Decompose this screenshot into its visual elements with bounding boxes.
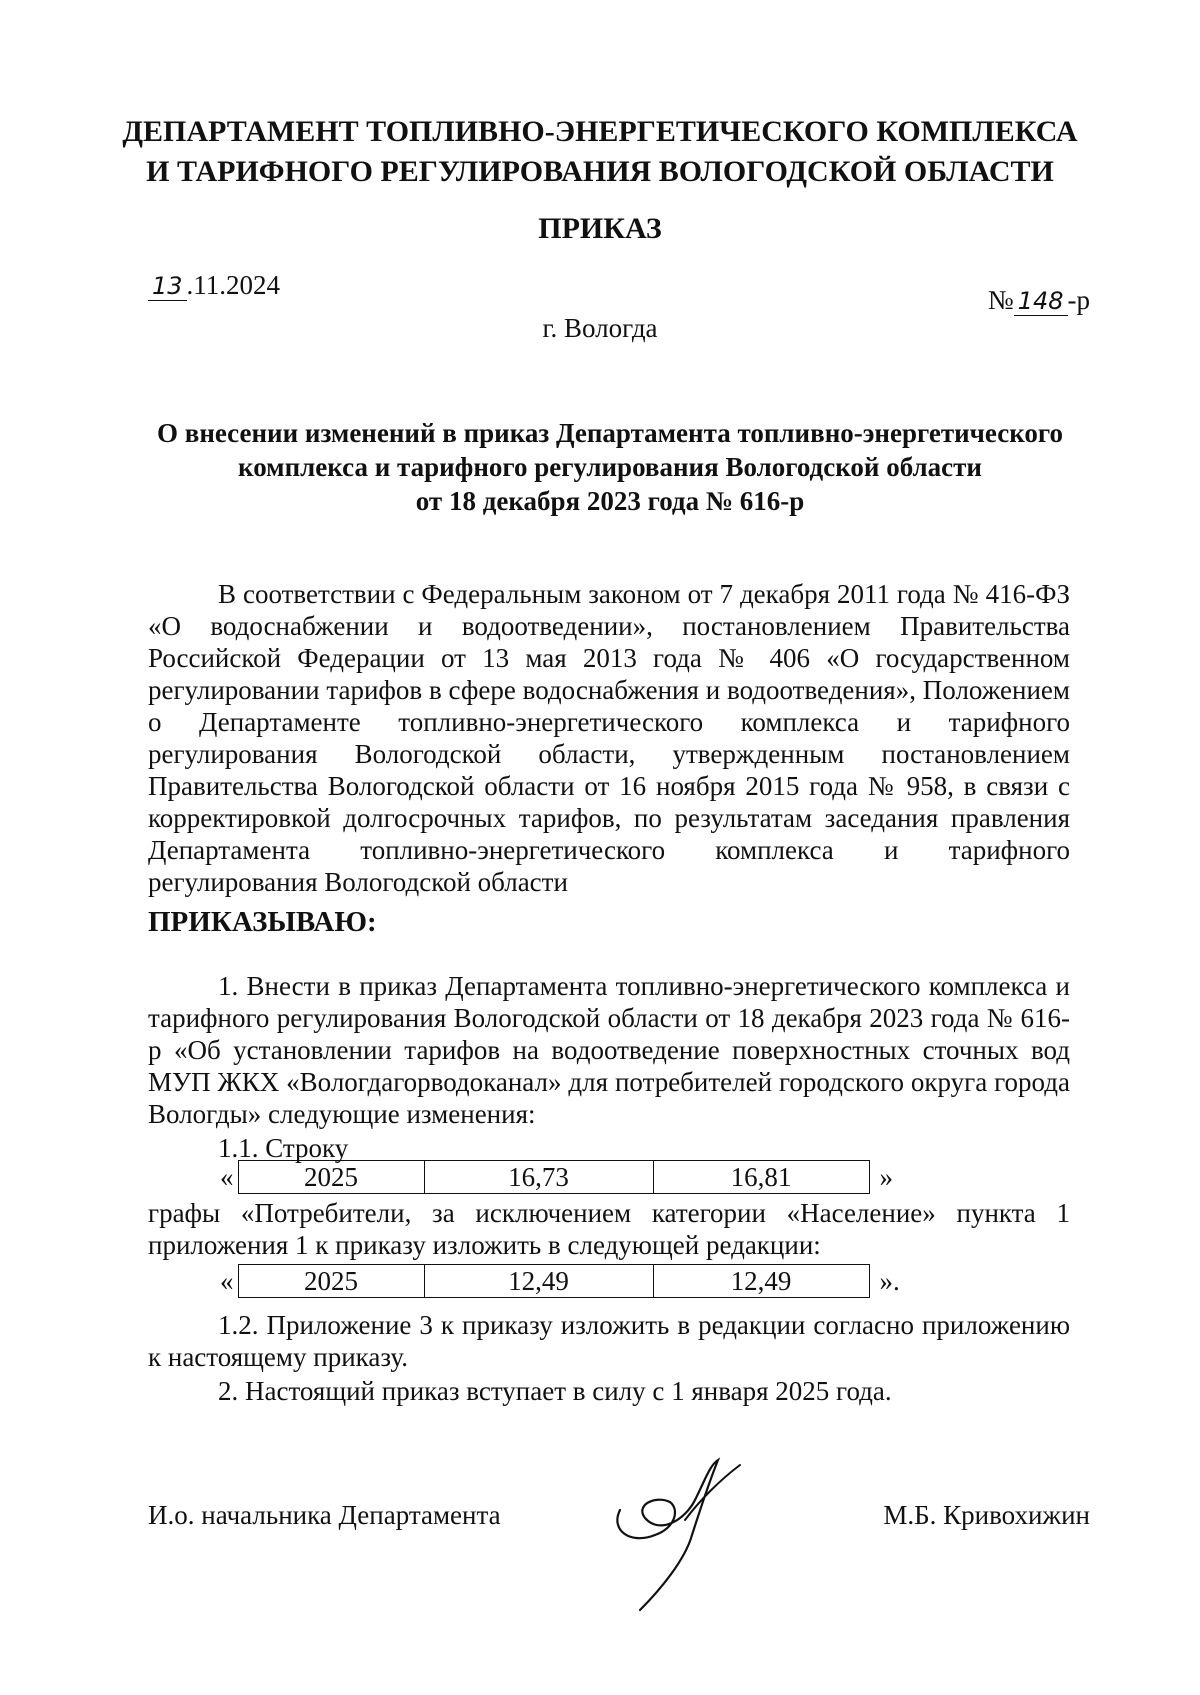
- order-date: [148, 270, 280, 301]
- old-row: [220, 1160, 893, 1194]
- command-word: ПРИКАЗЫВАЮ:: [148, 906, 377, 938]
- new-row-value-1: 12,49: [424, 1265, 653, 1297]
- subject-line-2: комплекса и тарифного регулирования Вологодской области: [238, 452, 982, 482]
- new-row-table: [238, 1264, 870, 1298]
- subject-line-1: О внесении изменений в приказ Департамента топливно-энергетического: [156, 418, 1063, 448]
- department-line-1: ДЕПАРТАМЕНТ ТОПЛИВНО-ЭНЕРГЕТИЧЕСКОГО КОМПЛЕКСА: [122, 115, 1078, 148]
- department-header: [0, 112, 1200, 192]
- new-row-open-quote: «: [220, 1265, 234, 1296]
- new-row: [220, 1264, 900, 1298]
- item-1-1-continuation: графы «Потребители, за исключением категории «Население» пункта 1 приложения 1 к приказу изложить в следующей редакции:: [148, 1198, 1070, 1260]
- city: г. Вологда: [542, 313, 658, 343]
- new-row-value-2: 12,49: [653, 1265, 869, 1297]
- old-row-value-2: 16,81: [653, 1161, 869, 1193]
- preamble-paragraph: В соответствии с Федеральным законом от 7 декабря 2011 года № 416-ФЗ «О водоснабжении и водоотведении», постановлением Правительства Российской Федерации от 13 мая 2013 года № 406 «О государственном регулировании тарифов в сфере водоснабжения и водоотведения», Положением о Департаменте топливно-энергетического комплекса и тарифного регулирования Вологодской области, утвержденным постановлением Правительства Вологодской области от 16 ноября 2015 года № 958, в связи с корректировкой долгосрочных тарифов, по результатам заседания правления Департамента топливно-энергетического комплекса и тарифного регулирования Вологодской области: [148, 579, 1070, 897]
- old-row-value-1: 16,73: [424, 1161, 653, 1193]
- number-prefix: №: [987, 285, 1014, 315]
- new-row-year: 2025: [304, 1266, 358, 1296]
- signatory-name: М.Б. Кривохижин: [883, 1500, 1090, 1530]
- old-row-year: 2025: [304, 1162, 358, 1192]
- item-1-paragraph: 1. Внести в приказ Департамента топливно-энергетического комплекса и тарифного регулирования Вологодской области от 18 декабря 2023 года № 616-р «Об установлении тарифов на водоотведение поверхностных сточных вод МУП ЖКХ «Вологдагорводоканал» для потребителей городского округа города Вологды» следующие изменения:: [148, 971, 1070, 1129]
- item-1-1-label: 1.1. Строку: [218, 1133, 349, 1163]
- item-1-2-paragraph: 1.2. Приложение 3 к приказу изложить в редакции согласно приложению к настоящему приказу.: [148, 1310, 1070, 1372]
- item-2-paragraph: 2. Настоящий приказ вступает в силу с 1 января 2025 года.: [218, 1376, 892, 1406]
- old-row-open-quote: «: [220, 1161, 234, 1192]
- old-row-close-quote: »: [879, 1161, 893, 1192]
- new-row-close-quote: ».: [879, 1265, 900, 1296]
- signatory-position: И.о. начальника Департамента: [148, 1500, 501, 1530]
- signature-graphic: [600, 1440, 760, 1620]
- date-day-handwritten: 13: [148, 272, 187, 301]
- subject-line-3: от 18 декабря 2023 года № 616-р: [415, 486, 805, 516]
- date-month-year: .11.2024: [186, 270, 281, 300]
- number-suffix: -р: [1067, 285, 1090, 315]
- old-row-table: [238, 1160, 870, 1194]
- doc-type-title: ПРИКАЗ: [538, 212, 662, 245]
- handwritten-signature: [600, 1440, 760, 1625]
- order-subject: [150, 416, 1070, 518]
- number-handwritten: 148: [1014, 287, 1068, 316]
- order-number: [988, 285, 1090, 316]
- department-line-2: И ТАРИФНОГО РЕГУЛИРОВАНИЯ ВОЛОГОДСКОЙ ОБЛАСТИ: [146, 155, 1054, 188]
